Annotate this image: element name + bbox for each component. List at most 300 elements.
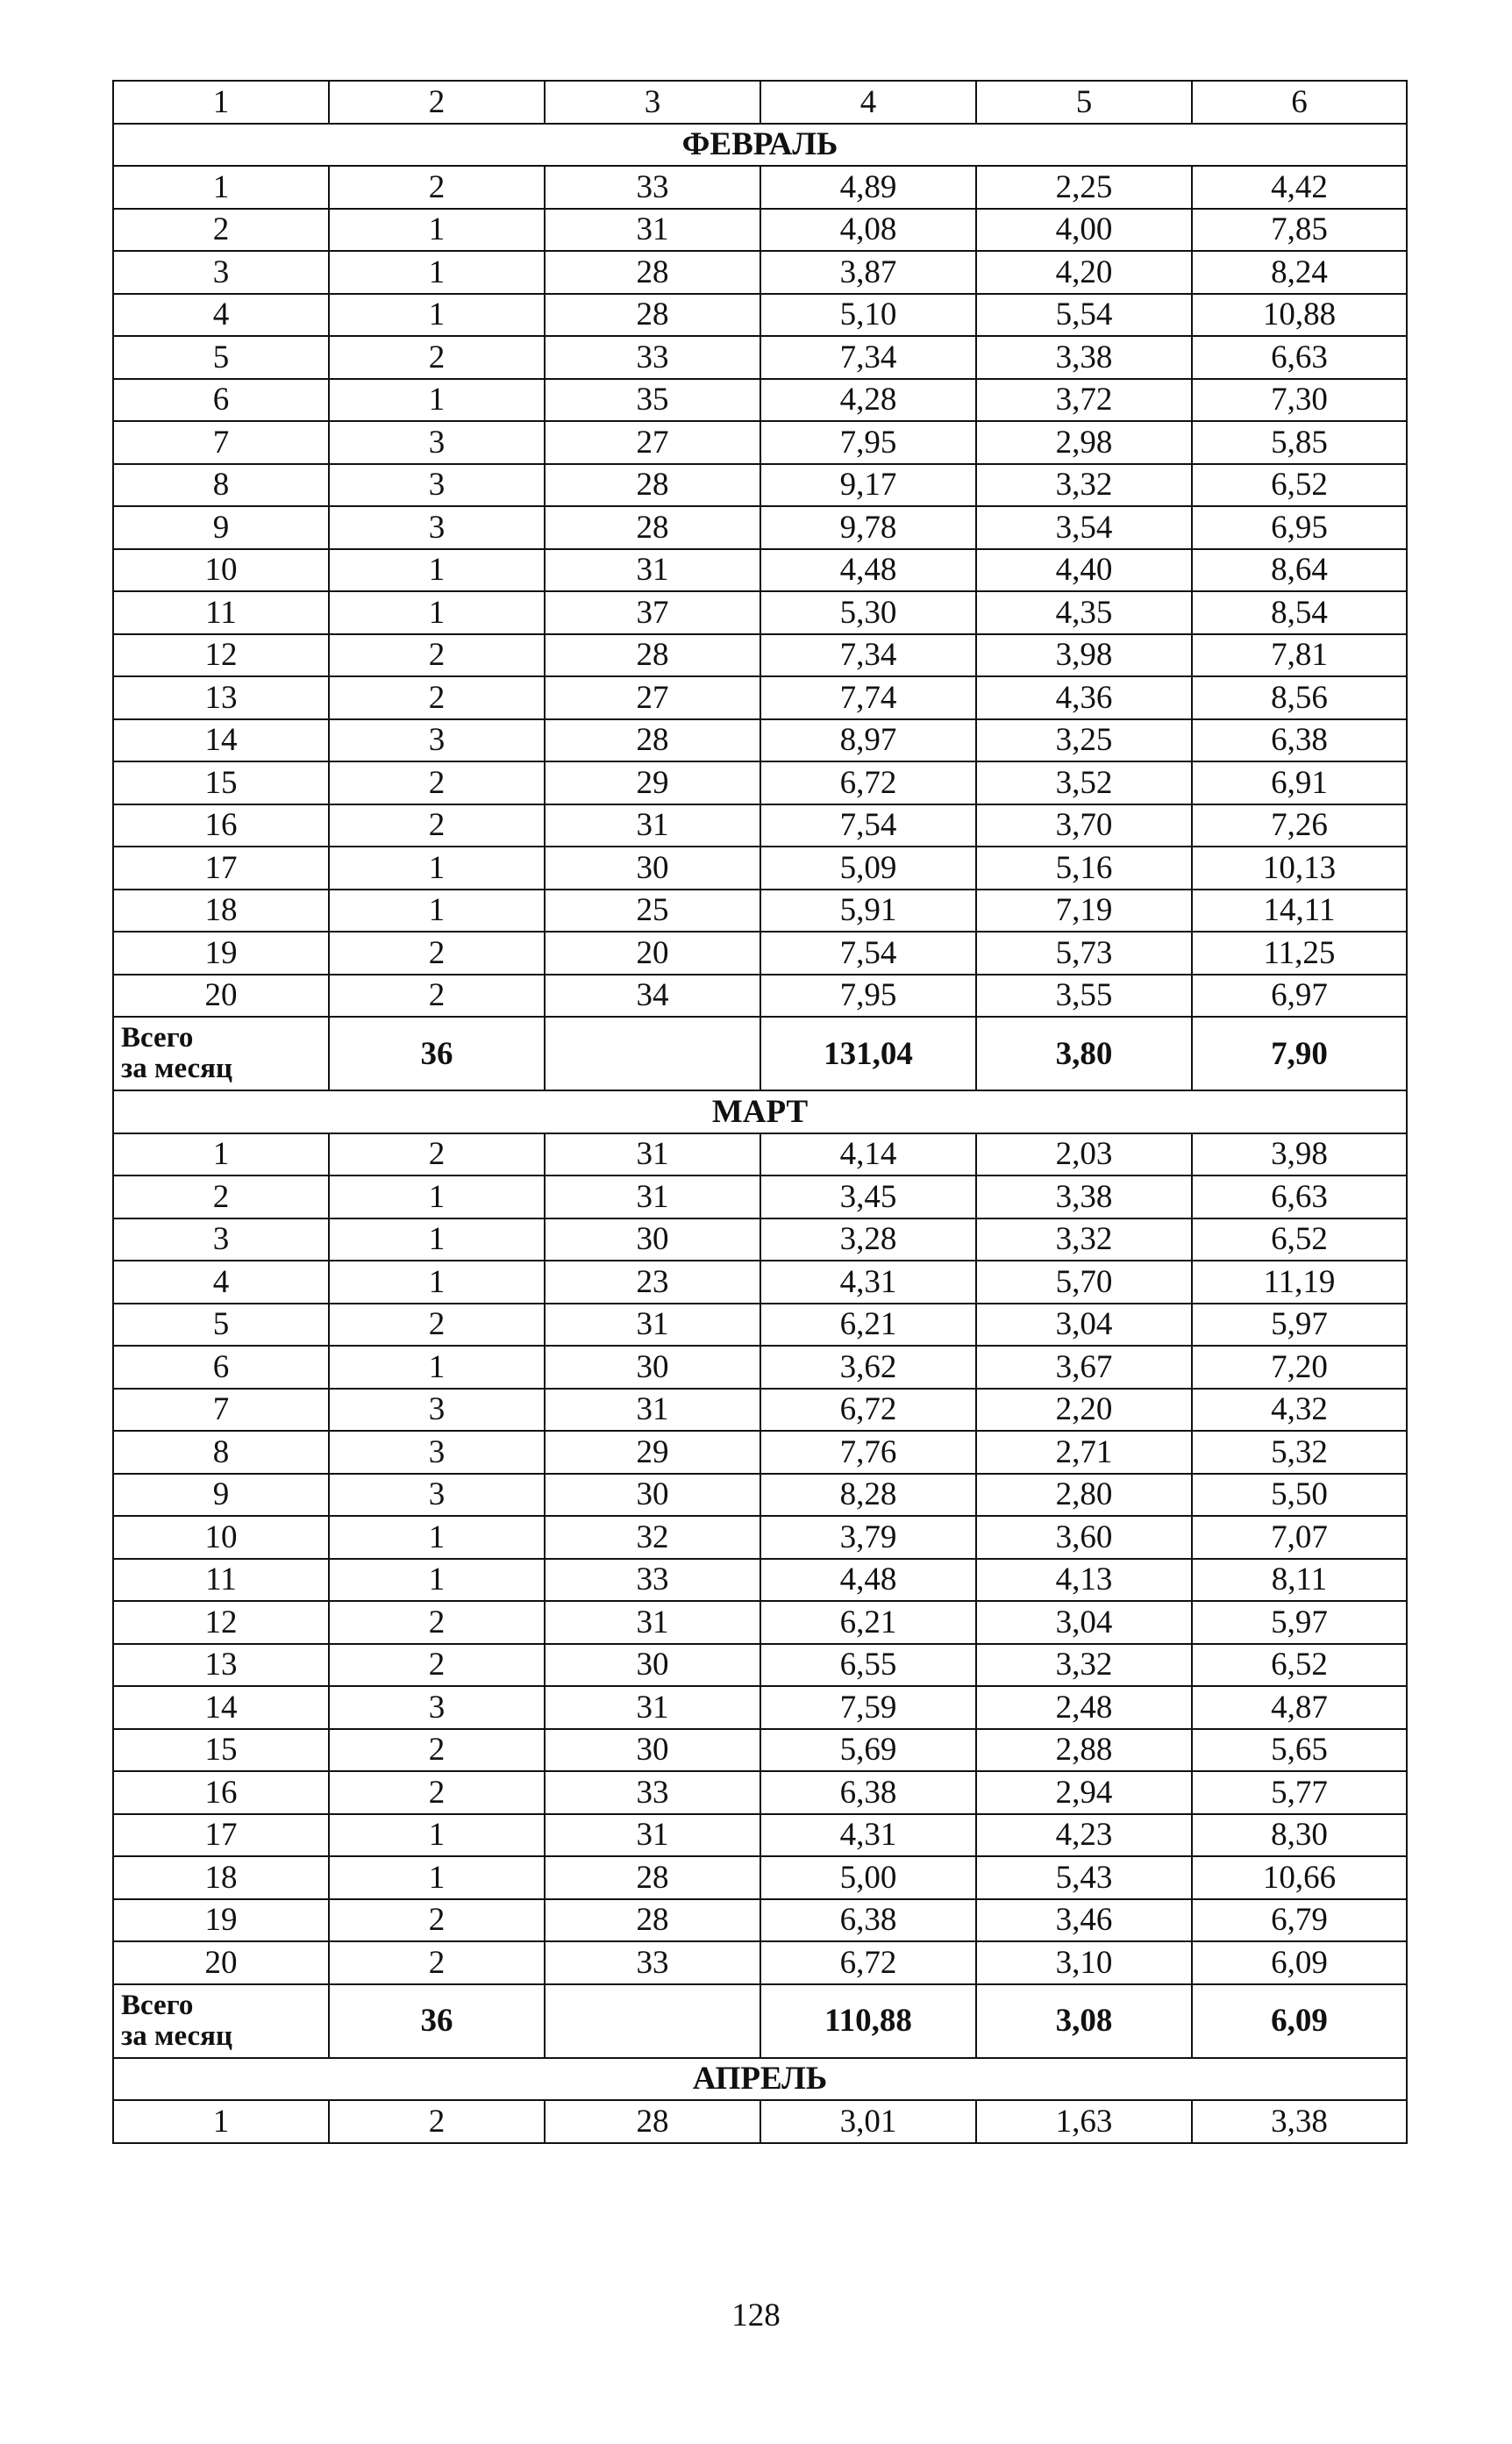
table-cell: 6,55 bbox=[760, 1644, 976, 1687]
table-row bbox=[113, 890, 1407, 933]
table-cell: 2 bbox=[329, 1304, 545, 1347]
table-cell: 31 bbox=[545, 209, 760, 252]
table-row bbox=[113, 166, 1407, 209]
table-cell: 30 bbox=[545, 1346, 760, 1389]
table-cell: 4 bbox=[113, 294, 329, 337]
table-cell: 14 bbox=[113, 719, 329, 762]
table-cell: 4,35 bbox=[976, 591, 1192, 634]
monthly-data-table bbox=[112, 80, 1408, 2144]
table-cell: 6,91 bbox=[1192, 761, 1407, 804]
table-cell: 32 bbox=[545, 1516, 760, 1559]
table-cell: 2 bbox=[329, 761, 545, 804]
table-cell: 1 bbox=[329, 591, 545, 634]
table-cell: 33 bbox=[545, 1559, 760, 1602]
table-cell: 1 bbox=[329, 549, 545, 592]
table-cell: 33 bbox=[545, 1941, 760, 1984]
table-row bbox=[113, 251, 1407, 294]
table-cell: 2 bbox=[329, 166, 545, 209]
table-cell: 3,60 bbox=[976, 1516, 1192, 1559]
table-row bbox=[113, 294, 1407, 337]
table-cell: 6,21 bbox=[760, 1601, 976, 1644]
table-row bbox=[113, 761, 1407, 804]
table-cell: 3,67 bbox=[976, 1346, 1192, 1389]
table-cell: 4,31 bbox=[760, 1814, 976, 1857]
table-cell: 20 bbox=[113, 975, 329, 1018]
table-cell: 3,38 bbox=[976, 336, 1192, 379]
table-cell: 7,20 bbox=[1192, 1346, 1407, 1389]
month-section-header bbox=[113, 124, 1407, 167]
table-row bbox=[113, 336, 1407, 379]
table-row bbox=[113, 1601, 1407, 1644]
table-cell: 6 bbox=[113, 379, 329, 422]
table-cell: 4,89 bbox=[760, 166, 976, 209]
table-cell: 1 bbox=[329, 890, 545, 933]
table-row bbox=[113, 1899, 1407, 1942]
table-cell: 3,38 bbox=[976, 1176, 1192, 1218]
table-row bbox=[113, 932, 1407, 975]
table-cell: 28 bbox=[545, 464, 760, 507]
total-label-line: за месяц bbox=[121, 2019, 233, 2052]
table-cell: 4,00 bbox=[976, 209, 1192, 252]
table-cell: 5,97 bbox=[1192, 1304, 1407, 1347]
table-row bbox=[113, 1304, 1407, 1347]
table-cell: 30 bbox=[545, 1218, 760, 1261]
table-cell: 7,81 bbox=[1192, 634, 1407, 677]
column-number-cell: 6 bbox=[1192, 81, 1407, 124]
table-cell: 3,10 bbox=[976, 1941, 1192, 1984]
column-number-cell: 1 bbox=[113, 81, 329, 124]
table-cell: 3,04 bbox=[976, 1304, 1192, 1347]
table-cell: 1 bbox=[329, 1856, 545, 1899]
table-cell: 5 bbox=[113, 1304, 329, 1347]
total-value: 3,08 bbox=[976, 1984, 1192, 2058]
table-cell: 28 bbox=[545, 1899, 760, 1942]
table-cell: 4,48 bbox=[760, 1559, 976, 1602]
table-cell: 7,54 bbox=[760, 932, 976, 975]
table-cell: 6,72 bbox=[760, 1941, 976, 1984]
table-row bbox=[113, 1389, 1407, 1432]
table-cell: 7,34 bbox=[760, 634, 976, 677]
table-cell: 11,25 bbox=[1192, 932, 1407, 975]
table-cell: 5,10 bbox=[760, 294, 976, 337]
table-cell: 33 bbox=[545, 1771, 760, 1814]
table-row bbox=[113, 1431, 1407, 1474]
table-cell: 4,13 bbox=[976, 1559, 1192, 1602]
table-cell: 31 bbox=[545, 549, 760, 592]
table-cell: 7 bbox=[113, 1389, 329, 1432]
table-row bbox=[113, 847, 1407, 890]
table-cell: 3,98 bbox=[976, 634, 1192, 677]
total-label-line: Всего bbox=[121, 1022, 194, 1054]
table-cell: 28 bbox=[545, 506, 760, 549]
table-cell: 1 bbox=[329, 1176, 545, 1218]
table-cell: 15 bbox=[113, 761, 329, 804]
total-value: 3,80 bbox=[976, 1017, 1192, 1090]
column-number-row bbox=[113, 81, 1407, 124]
total-label bbox=[113, 1984, 329, 2058]
table-cell: 6,79 bbox=[1192, 1899, 1407, 1942]
table-cell: 17 bbox=[113, 847, 329, 890]
month-title: АПРЕЛЬ bbox=[113, 2058, 1407, 2101]
table-cell: 8,97 bbox=[760, 719, 976, 762]
table-cell: 2 bbox=[329, 1601, 545, 1644]
table-cell: 4,08 bbox=[760, 209, 976, 252]
table-cell: 11,19 bbox=[1192, 1261, 1407, 1304]
table-cell: 28 bbox=[545, 251, 760, 294]
table-cell: 3 bbox=[329, 1686, 545, 1729]
table-cell: 1 bbox=[329, 251, 545, 294]
total-value: 36 bbox=[329, 1017, 545, 1090]
table-cell: 28 bbox=[545, 719, 760, 762]
table-cell: 30 bbox=[545, 1474, 760, 1517]
table-cell: 23 bbox=[545, 1261, 760, 1304]
table-cell: 2 bbox=[113, 209, 329, 252]
table-cell: 31 bbox=[545, 804, 760, 847]
table-cell: 5,97 bbox=[1192, 1601, 1407, 1644]
total-label-line: за месяц bbox=[121, 1053, 233, 1084]
table-cell: 3,46 bbox=[976, 1899, 1192, 1942]
table-cell: 4,42 bbox=[1192, 166, 1407, 209]
table-cell: 2 bbox=[329, 2100, 545, 2143]
table-cell: 8 bbox=[113, 464, 329, 507]
table-cell: 1 bbox=[329, 294, 545, 337]
column-number-cell: 5 bbox=[976, 81, 1192, 124]
column-number-cell: 2 bbox=[329, 81, 545, 124]
table-cell: 3,87 bbox=[760, 251, 976, 294]
table-row bbox=[113, 1516, 1407, 1559]
table-cell: 12 bbox=[113, 634, 329, 677]
table-cell: 9,17 bbox=[760, 464, 976, 507]
table-cell: 30 bbox=[545, 1729, 760, 1772]
table-cell: 3,32 bbox=[976, 1218, 1192, 1261]
table-cell: 28 bbox=[545, 294, 760, 337]
table-cell: 8,30 bbox=[1192, 1814, 1407, 1857]
table-cell: 37 bbox=[545, 591, 760, 634]
table-cell: 6,97 bbox=[1192, 975, 1407, 1018]
table-cell: 4,31 bbox=[760, 1261, 976, 1304]
table-cell: 4,36 bbox=[976, 676, 1192, 719]
table-cell: 1 bbox=[329, 1261, 545, 1304]
table-cell: 2 bbox=[329, 1133, 545, 1176]
table-cell: 2,80 bbox=[976, 1474, 1192, 1517]
table-cell: 5,09 bbox=[760, 847, 976, 890]
table-cell: 4,28 bbox=[760, 379, 976, 422]
table-cell: 20 bbox=[545, 932, 760, 975]
table-row bbox=[113, 1644, 1407, 1687]
table-cell: 34 bbox=[545, 975, 760, 1018]
table-cell: 1 bbox=[113, 1133, 329, 1176]
table-cell: 27 bbox=[545, 676, 760, 719]
table-cell: 1 bbox=[329, 1516, 545, 1559]
total-value: 6,09 bbox=[1192, 1984, 1407, 2058]
table-cell: 30 bbox=[545, 1644, 760, 1687]
table-cell: 7,19 bbox=[976, 890, 1192, 933]
table-cell: 30 bbox=[545, 847, 760, 890]
table-cell: 25 bbox=[545, 890, 760, 933]
table-cell: 2,88 bbox=[976, 1729, 1192, 1772]
total-value: 131,04 bbox=[760, 1017, 976, 1090]
table-cell: 1 bbox=[329, 379, 545, 422]
table-cell: 2,48 bbox=[976, 1686, 1192, 1729]
table-cell: 7,26 bbox=[1192, 804, 1407, 847]
table-cell: 5,77 bbox=[1192, 1771, 1407, 1814]
table-cell: 7,95 bbox=[760, 421, 976, 464]
table-cell: 8,54 bbox=[1192, 591, 1407, 634]
table-cell: 10,88 bbox=[1192, 294, 1407, 337]
table-cell: 8,28 bbox=[760, 1474, 976, 1517]
table-cell: 33 bbox=[545, 166, 760, 209]
table-cell: 6,72 bbox=[760, 1389, 976, 1432]
column-number-cell: 4 bbox=[760, 81, 976, 124]
table-cell: 6,72 bbox=[760, 761, 976, 804]
table-cell: 1 bbox=[113, 166, 329, 209]
total-value: 36 bbox=[329, 1984, 545, 2058]
table-cell: 4,87 bbox=[1192, 1686, 1407, 1729]
table-cell: 18 bbox=[113, 890, 329, 933]
table-cell: 14 bbox=[113, 1686, 329, 1729]
table-row bbox=[113, 1941, 1407, 1984]
table-row bbox=[113, 549, 1407, 592]
table-cell: 4 bbox=[113, 1261, 329, 1304]
table-cell: 7,59 bbox=[760, 1686, 976, 1729]
table-cell: 9,78 bbox=[760, 506, 976, 549]
table-cell: 1 bbox=[113, 2100, 329, 2143]
table-cell: 28 bbox=[545, 1856, 760, 1899]
table-cell: 2 bbox=[329, 676, 545, 719]
table-cell: 3,55 bbox=[976, 975, 1192, 1018]
table-row bbox=[113, 1261, 1407, 1304]
table-cell: 2 bbox=[329, 1941, 545, 1984]
table-cell: 11 bbox=[113, 1559, 329, 1602]
table-row bbox=[113, 975, 1407, 1018]
table-cell: 10 bbox=[113, 1516, 329, 1559]
table-cell: 2 bbox=[329, 804, 545, 847]
table-cell: 1 bbox=[329, 209, 545, 252]
table-cell: 15 bbox=[113, 1729, 329, 1772]
table-row bbox=[113, 1686, 1407, 1729]
table-row bbox=[113, 804, 1407, 847]
total-value bbox=[545, 1017, 760, 1090]
table-cell: 31 bbox=[545, 1176, 760, 1218]
table-cell: 31 bbox=[545, 1133, 760, 1176]
table-cell: 20 bbox=[113, 1941, 329, 1984]
table-row bbox=[113, 1346, 1407, 1389]
table-cell: 3,72 bbox=[976, 379, 1192, 422]
table-cell: 31 bbox=[545, 1389, 760, 1432]
table-cell: 3 bbox=[329, 506, 545, 549]
table-row bbox=[113, 1133, 1407, 1176]
table-cell: 1 bbox=[329, 1346, 545, 1389]
table-cell: 9 bbox=[113, 506, 329, 549]
page-number: 128 bbox=[731, 2298, 781, 2333]
table-cell: 9 bbox=[113, 1474, 329, 1517]
table-cell: 4,23 bbox=[976, 1814, 1192, 1857]
table-cell: 8,11 bbox=[1192, 1559, 1407, 1602]
table-cell: 3,45 bbox=[760, 1176, 976, 1218]
table-cell: 5,32 bbox=[1192, 1431, 1407, 1474]
table-cell: 6 bbox=[113, 1346, 329, 1389]
table-row bbox=[113, 1771, 1407, 1814]
table-cell: 3 bbox=[329, 1389, 545, 1432]
table-cell: 2,25 bbox=[976, 166, 1192, 209]
table-row bbox=[113, 1176, 1407, 1218]
table-cell: 6,38 bbox=[760, 1899, 976, 1942]
table-row bbox=[113, 1729, 1407, 1772]
month-total-row bbox=[113, 1984, 1407, 2058]
table-cell: 3 bbox=[113, 1218, 329, 1261]
table-cell: 2 bbox=[329, 1729, 545, 1772]
table-cell: 3,32 bbox=[976, 464, 1192, 507]
table-row bbox=[113, 506, 1407, 549]
table-cell: 16 bbox=[113, 804, 329, 847]
total-value: 7,90 bbox=[1192, 1017, 1407, 1090]
table-cell: 3,70 bbox=[976, 804, 1192, 847]
table-cell: 8,56 bbox=[1192, 676, 1407, 719]
table-cell: 3,25 bbox=[976, 719, 1192, 762]
month-section-header bbox=[113, 1090, 1407, 1133]
table-cell: 2,20 bbox=[976, 1389, 1192, 1432]
table-cell: 4,40 bbox=[976, 549, 1192, 592]
table-cell: 7,34 bbox=[760, 336, 976, 379]
total-label-line: Всего bbox=[121, 1989, 194, 2021]
table-cell: 10,13 bbox=[1192, 847, 1407, 890]
table-cell: 5,70 bbox=[976, 1261, 1192, 1304]
table-cell: 2,71 bbox=[976, 1431, 1192, 1474]
table-cell: 6,63 bbox=[1192, 336, 1407, 379]
table-cell: 6,38 bbox=[760, 1771, 976, 1814]
table-cell: 31 bbox=[545, 1304, 760, 1347]
table-cell: 7,85 bbox=[1192, 209, 1407, 252]
table-cell: 11 bbox=[113, 591, 329, 634]
table-cell: 7,30 bbox=[1192, 379, 1407, 422]
month-title: МАРТ bbox=[113, 1090, 1407, 1133]
table-cell: 4,14 bbox=[760, 1133, 976, 1176]
table-cell: 3,79 bbox=[760, 1516, 976, 1559]
table-cell: 3,52 bbox=[976, 761, 1192, 804]
table-cell: 1 bbox=[329, 1559, 545, 1602]
table-cell: 13 bbox=[113, 676, 329, 719]
table-cell: 2,98 bbox=[976, 421, 1192, 464]
table-cell: 5,85 bbox=[1192, 421, 1407, 464]
table-cell: 7,76 bbox=[760, 1431, 976, 1474]
table-row bbox=[113, 421, 1407, 464]
table-cell: 5,43 bbox=[976, 1856, 1192, 1899]
table-row bbox=[113, 676, 1407, 719]
table-cell: 28 bbox=[545, 634, 760, 677]
table-cell: 8,64 bbox=[1192, 549, 1407, 592]
table-row bbox=[113, 1218, 1407, 1261]
table-cell: 5,54 bbox=[976, 294, 1192, 337]
table-cell: 14,11 bbox=[1192, 890, 1407, 933]
table-cell: 6,95 bbox=[1192, 506, 1407, 549]
table-cell: 4,20 bbox=[976, 251, 1192, 294]
table-cell: 5,65 bbox=[1192, 1729, 1407, 1772]
table-cell: 4,32 bbox=[1192, 1389, 1407, 1432]
table-cell: 3,32 bbox=[976, 1644, 1192, 1687]
table-cell: 6,52 bbox=[1192, 1218, 1407, 1261]
table-cell: 33 bbox=[545, 336, 760, 379]
total-value: 110,88 bbox=[760, 1984, 976, 2058]
table-cell: 2 bbox=[329, 932, 545, 975]
table-cell: 16 bbox=[113, 1771, 329, 1814]
table-cell: 2 bbox=[329, 336, 545, 379]
table-cell: 6,52 bbox=[1192, 464, 1407, 507]
table-row bbox=[113, 464, 1407, 507]
table-cell: 29 bbox=[545, 761, 760, 804]
table-cell: 5,50 bbox=[1192, 1474, 1407, 1517]
table-cell: 5,00 bbox=[760, 1856, 976, 1899]
table-cell: 3 bbox=[113, 251, 329, 294]
total-label bbox=[113, 1017, 329, 1090]
table-row bbox=[113, 719, 1407, 762]
table-cell: 6,21 bbox=[760, 1304, 976, 1347]
table-cell: 3 bbox=[329, 421, 545, 464]
table-cell: 2 bbox=[329, 1771, 545, 1814]
table-cell: 7,54 bbox=[760, 804, 976, 847]
table-cell: 6,52 bbox=[1192, 1644, 1407, 1687]
table-cell: 28 bbox=[545, 2100, 760, 2143]
table-row bbox=[113, 1559, 1407, 1602]
table-cell: 4,48 bbox=[760, 549, 976, 592]
table-cell: 3 bbox=[329, 719, 545, 762]
table-cell: 6,09 bbox=[1192, 1941, 1407, 1984]
table-cell: 3 bbox=[329, 1431, 545, 1474]
table-cell: 19 bbox=[113, 1899, 329, 1942]
table-cell: 3 bbox=[329, 464, 545, 507]
table-cell: 2 bbox=[329, 1644, 545, 1687]
table-row bbox=[113, 1856, 1407, 1899]
table-cell: 7,07 bbox=[1192, 1516, 1407, 1559]
table-cell: 10 bbox=[113, 549, 329, 592]
column-number-cell: 3 bbox=[545, 81, 760, 124]
table-cell: 31 bbox=[545, 1601, 760, 1644]
table-cell: 2,03 bbox=[976, 1133, 1192, 1176]
table-cell: 3,38 bbox=[1192, 2100, 1407, 2143]
table-cell: 3,62 bbox=[760, 1346, 976, 1389]
table-cell: 2 bbox=[329, 1899, 545, 1942]
table-cell: 27 bbox=[545, 421, 760, 464]
table-cell: 10,66 bbox=[1192, 1856, 1407, 1899]
table-cell: 13 bbox=[113, 1644, 329, 1687]
table-cell: 5,69 bbox=[760, 1729, 976, 1772]
table-cell: 8,24 bbox=[1192, 251, 1407, 294]
table-cell: 8 bbox=[113, 1431, 329, 1474]
table-cell: 35 bbox=[545, 379, 760, 422]
table-row bbox=[113, 634, 1407, 677]
table-cell: 2 bbox=[329, 634, 545, 677]
table-cell: 2,94 bbox=[976, 1771, 1192, 1814]
table-cell: 5,16 bbox=[976, 847, 1192, 890]
table-cell: 6,38 bbox=[1192, 719, 1407, 762]
table-cell: 5,73 bbox=[976, 932, 1192, 975]
table-cell: 17 bbox=[113, 1814, 329, 1857]
table-cell: 2 bbox=[113, 1176, 329, 1218]
table-row bbox=[113, 1474, 1407, 1517]
table-cell: 2 bbox=[329, 975, 545, 1018]
table-cell: 3 bbox=[329, 1474, 545, 1517]
table-cell: 5,30 bbox=[760, 591, 976, 634]
table-row bbox=[113, 379, 1407, 422]
table-cell: 3,01 bbox=[760, 2100, 976, 2143]
table-cell: 3,04 bbox=[976, 1601, 1192, 1644]
month-title: ФЕВРАЛЬ bbox=[113, 124, 1407, 167]
table-cell: 3,28 bbox=[760, 1218, 976, 1261]
table-row bbox=[113, 591, 1407, 634]
month-total-row bbox=[113, 1017, 1407, 1090]
table-cell: 29 bbox=[545, 1431, 760, 1474]
table-cell: 1,63 bbox=[976, 2100, 1192, 2143]
table-cell: 1 bbox=[329, 1218, 545, 1261]
